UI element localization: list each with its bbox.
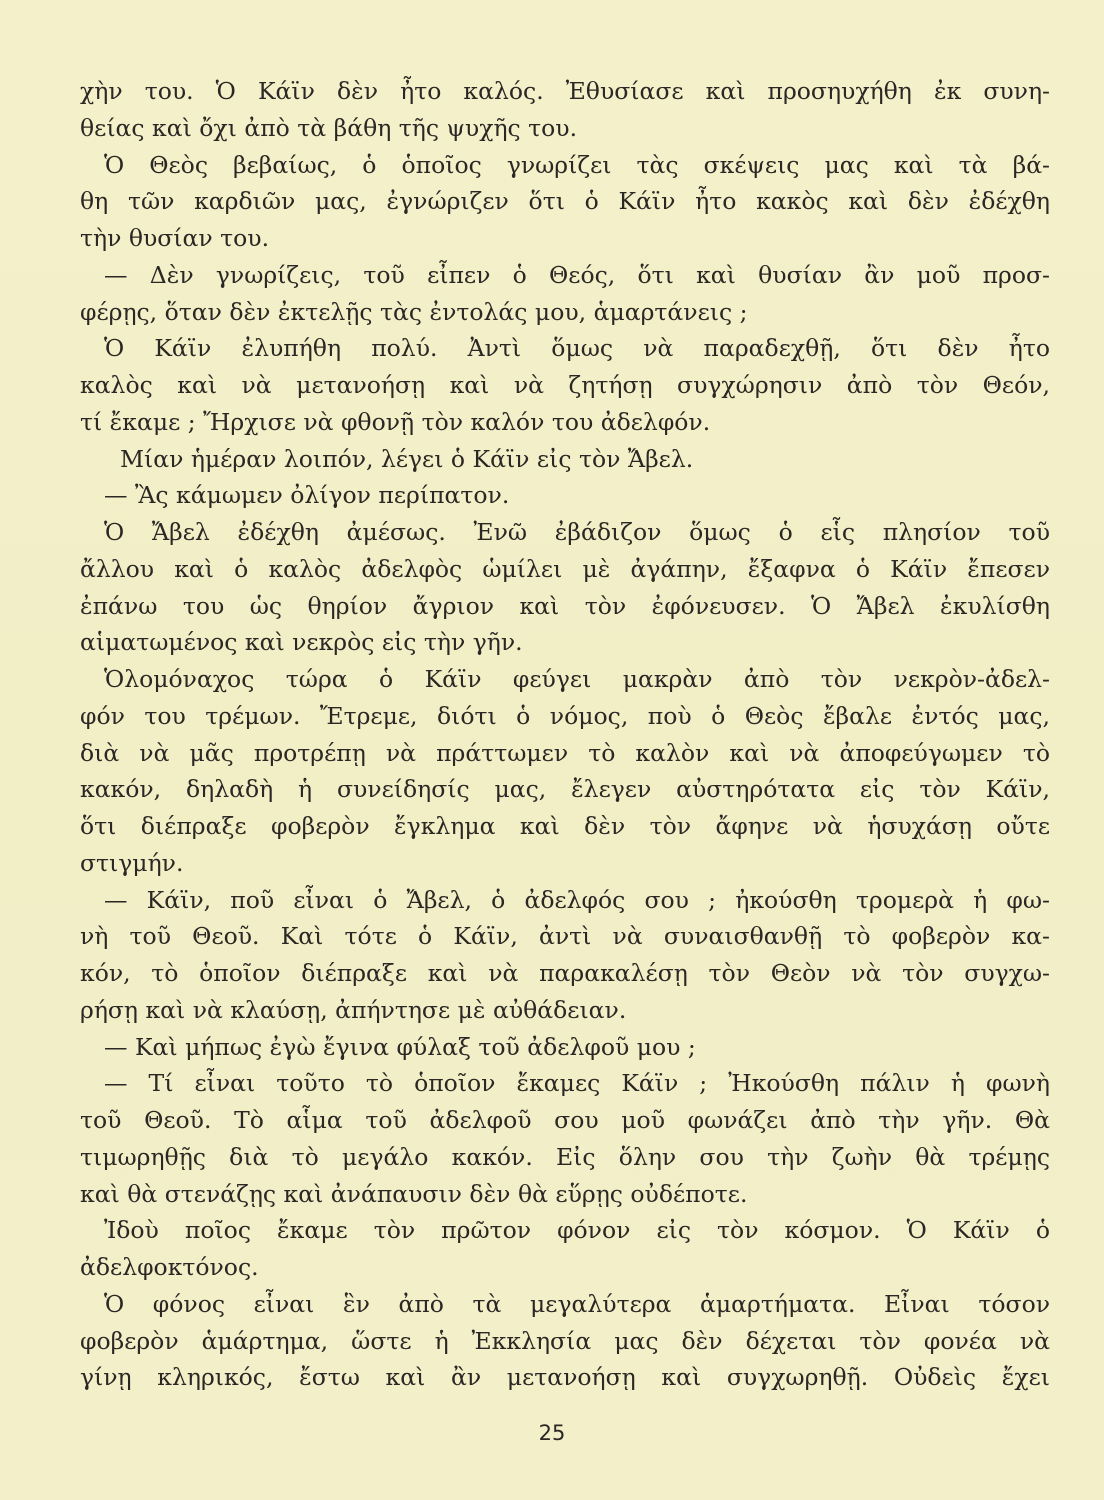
text-line: ἐπάνω του ὡς θηρίον ἄγριον καὶ τὸν ἐφόνευσεν. Ὁ Ἄβελ ἐκυλίσθη xyxy=(80,591,1050,620)
text-line: νὴ τοῦ Θεοῦ. Καὶ τότε ὁ Κάϊν, ἀντὶ νὰ συναισθανθῇ τὸ φοβερὸν κα- xyxy=(80,922,1050,951)
text-line: καλὸς καὶ νὰ μετανοήσῃ καὶ νὰ ζητήσῃ συγχώρησιν ἀπὸ τὸν Θεόν, xyxy=(80,371,1050,399)
body-text xyxy=(80,73,1050,1396)
text-line: χὴν του. Ὁ Κάϊν δὲν ἦτο καλός. Ἐθυσίασε καὶ προσηυχήθη ἐκ συνη- xyxy=(80,77,1050,105)
text-line: τί ἔκαμε ; Ἤρχισε νὰ φθονῇ τὸν καλόν του ἀδελφόν. xyxy=(80,407,711,436)
text-line: τιμωρηθῇς διὰ τὸ μεγάλο κακόν. Εἰς ὅλην σου τὴν ζωὴν θὰ τρέμῃς xyxy=(80,1142,1050,1171)
text-line: Ὁλομόναχος τώρα ὁ Κάϊν φεύγει μακρὰν ἀπὸ τὸν νεκρὸν-ἀδελ- xyxy=(104,665,1050,693)
text-line: ρήσῃ καὶ νὰ κλαύσῃ, ἀπήντησε μὲ αὐθάδειαν. xyxy=(80,995,627,1024)
text-line: αἱματωμένος καὶ νεκρὸς εἰς τὴν γῆν. xyxy=(80,628,523,657)
text-line: θείας καὶ ὄχι ἀπὸ τὰ βάθη τῆς ψυχῆς του. xyxy=(80,113,578,142)
text-line: Ὁ φόνος εἶναι ἓν ἀπὸ τὰ μεγαλύτερα ἁμαρτήματα. Εἶναι τόσον xyxy=(104,1289,1050,1318)
text-line: — Ἂς κάμωμεν ὀλίγον περίπατον. xyxy=(104,481,510,510)
text-line: διὰ νὰ μᾶς προτρέπῃ νὰ πράττωμεν τὸ καλὸν καὶ νὰ ἀποφεύγωμεν τὸ xyxy=(80,738,1050,767)
text-line: Ὁ Κάϊν ἐλυπήθη πολύ. Ἀντὶ ὅμως νὰ παραδεχθῇ, ὅτι δὲν ἦτο xyxy=(104,334,1050,363)
text-line: γίνῃ κληρικός, ἔστω καὶ ἂν μετανοήσῃ καὶ συγχωρηθῇ. Οὐδεὶς ἔχει xyxy=(80,1363,1050,1392)
text-line: στιγμήν. xyxy=(80,848,184,877)
page-number: 25 xyxy=(538,1421,566,1445)
text-line: Ὁ Ἄβελ ἐδέχθη ἀμέσως. Ἐνῶ ἐβάδιζον ὅμως ὁ εἷς πλησίον τοῦ xyxy=(104,518,1050,546)
text-line: — Κάϊν, ποῦ εἶναι ὁ Ἄβελ, ὁ ἀδελφός σου ; ἠκούσθη τρομερὰ ἡ φω- xyxy=(104,885,1050,914)
text-line: τὴν θυσίαν του. xyxy=(80,224,270,252)
text-line: καὶ θὰ στενάζῃς καὶ ἀνάπαυσιν δὲν θὰ εὕρῃς οὐδέποτε. xyxy=(80,1179,748,1208)
text-line: — Τί εἶναι τοῦτο τὸ ὁποῖον ἔκαμες Κάϊν ; Ἠκούσθη πάλιν ἡ φωνὴ xyxy=(104,1069,1050,1098)
text-line: φόν του τρέμων. Ἔτρεμε, διότι ὁ νόμος, ποὺ ὁ Θεὸς ἔβαλε ἐντός μας, xyxy=(80,701,1050,730)
text-line: κόν, τὸ ὁποῖον διέπραξε καὶ νὰ παρακαλέσῃ τὸν Θεὸν νὰ τὸν συγχω- xyxy=(80,959,1050,987)
text-line: κακόν, δηλαδὴ ἡ συνείδησίς μας, ἔλεγεν αὐστηρότατα εἰς τὸν Κάϊν, xyxy=(80,775,1050,804)
text-line: ἀδελφοκτόνος. xyxy=(80,1253,259,1281)
text-line: θη τῶν καρδιῶν μας, ἐγνώριζεν ὅτι ὁ Κάϊν ἦτο κακὸς καὶ δὲν ἐδέχθη xyxy=(80,187,1050,216)
text-line: φοβερὸν ἁμάρτημα, ὥστε ἡ Ἐκκλησία μας δὲν δέχεται τὸν φονέα νὰ xyxy=(80,1326,1050,1355)
text-line: — Δὲν γνωρίζεις, τοῦ εἶπεν ὁ Θεός, ὅτι καὶ θυσίαν ἂν μοῦ προσ- xyxy=(104,260,1050,289)
text-line: φέρῃς, ὅταν δὲν ἐκτελῇς τὰς ἐντολάς μου, ἁμαρτάνεις ; xyxy=(80,297,748,326)
text-line: ἄλλου καὶ ὁ καλὸς ἀδελφὸς ὡμίλει μὲ ἀγάπην, ἔξαφνα ὁ Κάϊν ἔπεσεν xyxy=(80,554,1050,583)
text-line: τοῦ Θεοῦ. Τὸ αἷμα τοῦ ἀδελφοῦ σου μοῦ φωνάζει ἀπὸ τὴν γῆν. Θὰ xyxy=(80,1106,1050,1134)
text-line: ὅτι διέπραξε φοβερὸν ἔγκλημα καὶ δὲν τὸν ἄφηνε νὰ ἡσυχάσῃ οὔτε xyxy=(80,812,1050,840)
text-line: Ἰδοὺ ποῖος ἔκαμε τὸν πρῶτον φόνον εἰς τὸν κόσμον. Ὁ Κάϊν ὁ xyxy=(104,1216,1050,1245)
text-line: — Καὶ μήπως ἐγὼ ἔγινα φύλαξ τοῦ ἀδελφοῦ μου ; xyxy=(104,1032,696,1061)
text-line: Ὁ Θεὸς βεβαίως, ὁ ὁποῖος γνωρίζει τὰς σκέψεις μας καὶ τὰ βά- xyxy=(104,150,1050,179)
text-line: Μίαν ἡμέραν λοιπόν, λέγει ὁ Κάϊν εἰς τὸν Ἄβελ. xyxy=(120,444,694,473)
